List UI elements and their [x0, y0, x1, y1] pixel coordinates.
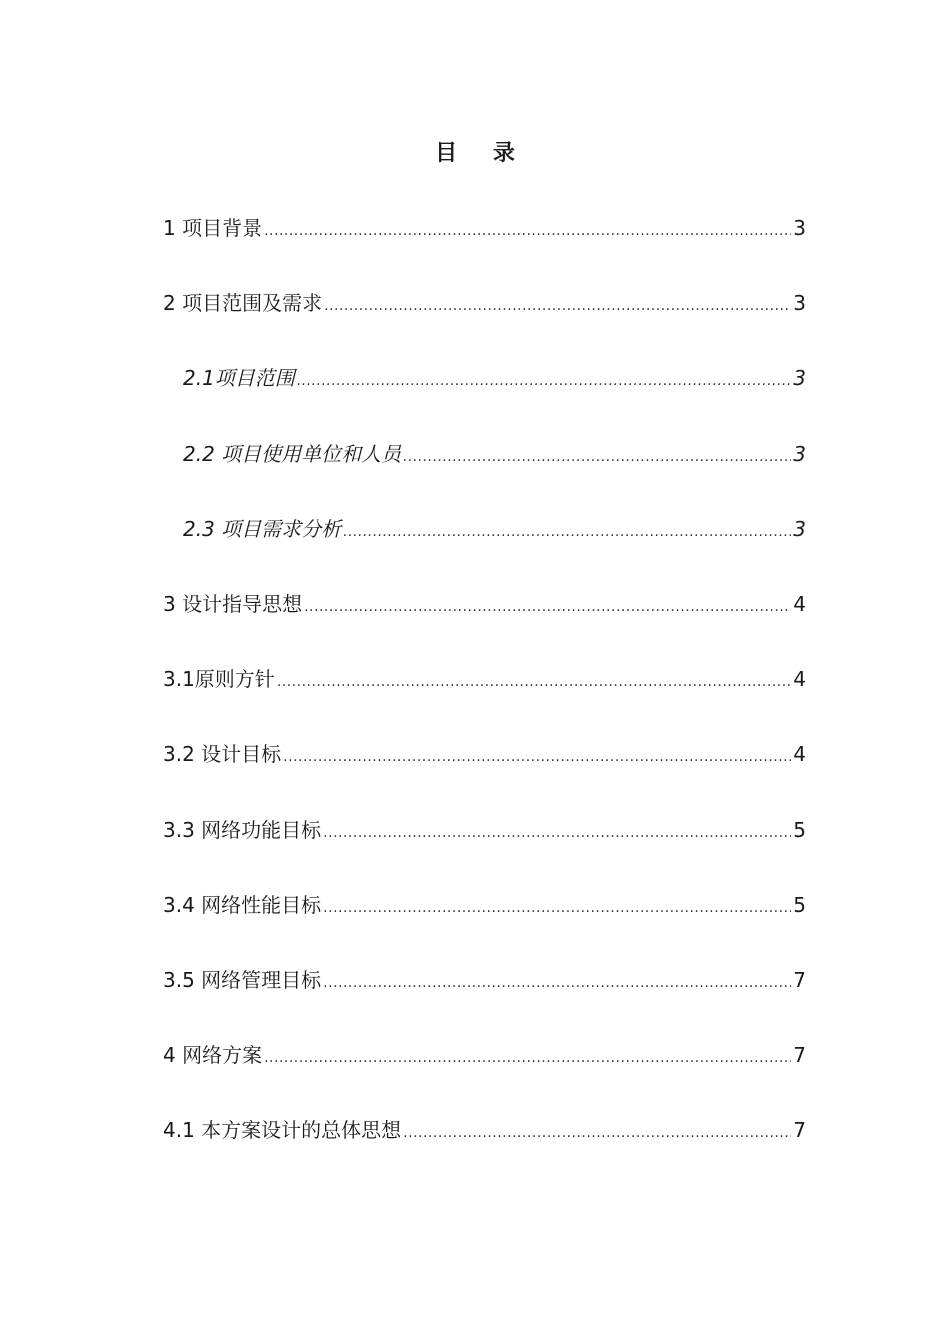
toc-dot-leader	[324, 284, 791, 328]
toc-list	[163, 206, 806, 1183]
toc-page-number: 3	[793, 441, 806, 466]
toc-page-number: 7	[793, 1118, 806, 1143]
toc-entry[interactable]	[163, 958, 806, 1033]
toc-entry-text: 1 项目背景	[163, 216, 263, 240]
toc-entry-text: 2 项目范围及需求	[163, 291, 323, 316]
toc-dot-leader	[323, 886, 791, 930]
toc-page-number: 4	[793, 667, 806, 692]
toc-entry-text: 2.2 项目使用单位和人员	[183, 441, 402, 466]
toc-dot-leader	[343, 510, 791, 554]
toc-entry-text: 2.3 项目需求分析	[183, 516, 342, 541]
toc-dot-leader	[323, 961, 791, 1005]
toc-page-number: 5	[793, 817, 806, 842]
toc-entry-text: 3 设计指导思想	[163, 591, 303, 616]
toc-page-number: 7	[793, 1043, 806, 1068]
toc-dot-leader	[297, 359, 791, 403]
toc-entry-text: 3.2 设计目标	[163, 742, 282, 767]
toc-entry-text: 4.1 本方案设计的总体思想	[163, 1118, 402, 1143]
toc-entry[interactable]	[163, 732, 806, 807]
toc-dot-leader	[304, 585, 791, 629]
toc-entry[interactable]	[163, 281, 806, 356]
toc-entry[interactable]	[163, 883, 806, 958]
toc-entry[interactable]	[163, 432, 806, 507]
toc-entry[interactable]	[163, 582, 806, 657]
toc-entry[interactable]	[163, 1033, 806, 1108]
toc-entry[interactable]	[163, 507, 806, 582]
toc-page-number: 4	[793, 742, 806, 767]
toc-entry-text: 2.1项目范围	[183, 366, 295, 391]
toc-page-number: 4	[793, 591, 806, 616]
toc-dot-leader	[323, 811, 791, 855]
toc-entry[interactable]	[163, 356, 806, 431]
toc-title: 目 录	[435, 141, 529, 166]
toc-dot-leader	[283, 735, 791, 779]
toc-entry[interactable]	[163, 206, 806, 281]
toc-dot-leader	[403, 1111, 791, 1155]
toc-dot-leader	[403, 435, 791, 479]
toc-page-number: 3	[793, 216, 806, 240]
toc-entry[interactable]	[163, 657, 806, 732]
toc-dot-leader	[264, 1036, 791, 1080]
toc-entry-text: 4 网络方案	[163, 1043, 263, 1068]
toc-page-number: 3	[793, 366, 806, 391]
toc-page-number: 5	[793, 892, 806, 917]
toc-page-number: 3	[793, 516, 806, 541]
toc-entry[interactable]	[163, 1108, 806, 1183]
toc-entry[interactable]	[163, 808, 806, 883]
toc-entry-text: 3.4 网络性能目标	[163, 892, 322, 917]
toc-dot-leader	[277, 660, 791, 704]
toc-entry-text: 3.1原则方针	[163, 667, 275, 692]
toc-page-number: 3	[793, 291, 806, 316]
toc-entry-text: 3.3 网络功能目标	[163, 817, 322, 842]
toc-page-number: 7	[793, 967, 806, 992]
toc-dot-leader	[264, 209, 791, 253]
toc-entry-text: 3.5 网络管理目标	[163, 967, 322, 992]
